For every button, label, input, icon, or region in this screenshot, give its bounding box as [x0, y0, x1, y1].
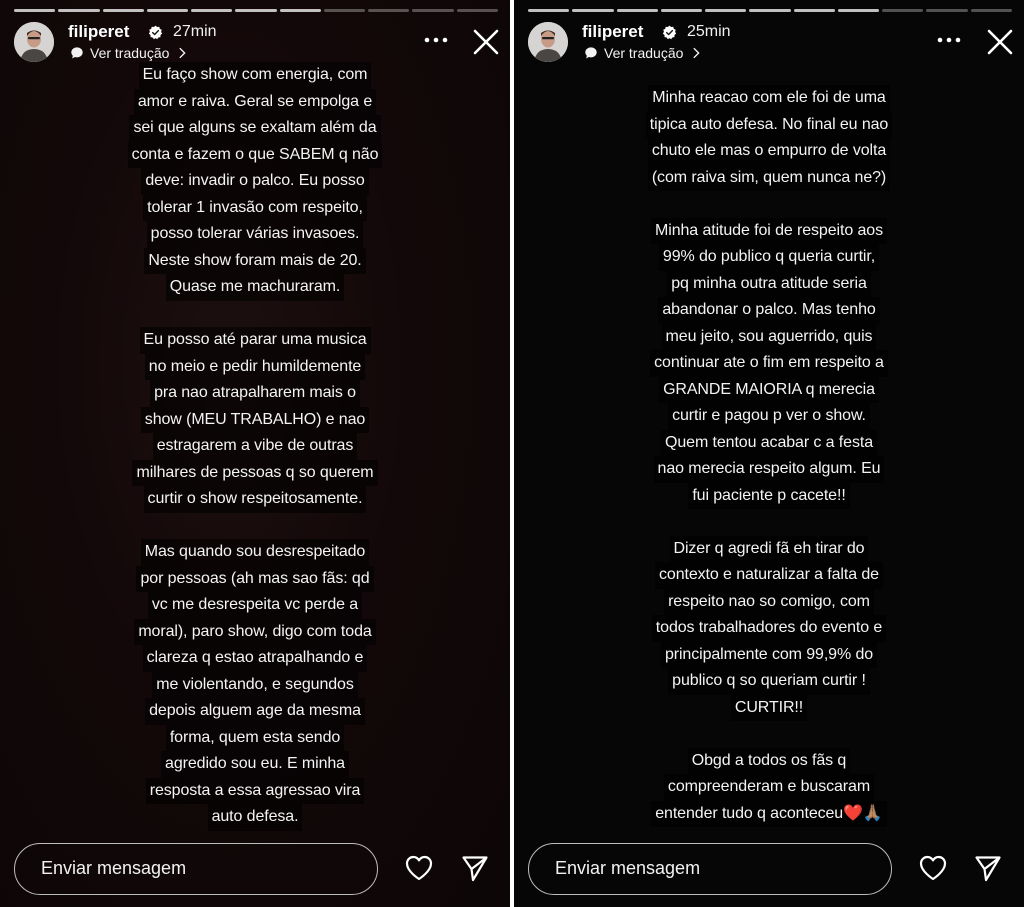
- heart-icon[interactable]: [918, 854, 948, 882]
- text-line: me violentando, e segundos: [152, 672, 358, 699]
- text-line: Neste show foram mais de 20.: [144, 248, 365, 275]
- progress-segment: [191, 9, 232, 12]
- text-line: clareza q estao atrapalhando e: [143, 645, 368, 672]
- story-paragraph: [514, 85, 1024, 191]
- text-line: Obgd a todos os fãs q: [688, 748, 850, 775]
- text-line: tolerar 1 invasão com respeito,: [143, 195, 367, 222]
- story-paragraph: [514, 748, 1024, 828]
- text-line: todos trabalhadores do evento e: [652, 615, 886, 642]
- text-line: sei que alguns se exaltam além da: [129, 115, 380, 142]
- text-line: publico q so queriam curtir !: [668, 668, 870, 695]
- avatar[interactable]: [528, 22, 568, 62]
- verified-badge-icon: [662, 25, 677, 40]
- chevron-right-icon: [689, 46, 703, 60]
- text-line: pq minha outra atitude seria: [667, 271, 871, 298]
- progress-segment: [235, 9, 276, 12]
- story-progress-bar: [528, 9, 1012, 12]
- text-line: pra nao atrapalharem mais o: [150, 380, 360, 407]
- progress-segment: [794, 9, 835, 12]
- progress-segment: [58, 9, 99, 12]
- text-line: conta e fazem o que SABEM q não: [128, 142, 383, 169]
- text-line: milhares de pessoas q so querem: [132, 460, 377, 487]
- text-line: CURTIR!!: [731, 695, 807, 722]
- progress-segment: [749, 9, 790, 12]
- text-line: amor e raiva. Geral se empolga e: [134, 89, 376, 116]
- text-line: (com raiva sim, quem nunca ne?): [648, 165, 890, 192]
- story-paragraph: [514, 218, 1024, 510]
- text-line: agredido sou eu. E minha: [161, 751, 349, 778]
- text-line: respeito nao so comigo, com: [664, 589, 874, 616]
- username[interactable]: filiperet: [68, 22, 130, 41]
- progress-segment: [14, 9, 55, 12]
- text-line: deve: invadir o palco. Eu posso: [141, 168, 368, 195]
- text-line: abandonar o palco. Mas tenho: [658, 297, 879, 324]
- text-line: Mas quando sou desrespeitado: [141, 539, 369, 566]
- progress-segment: [280, 9, 321, 12]
- story-time: 27min: [173, 23, 217, 40]
- story-paragraph: [0, 327, 510, 513]
- text-line: chuto ele mas o empurro de volta: [648, 138, 890, 165]
- text-line: posso tolerar várias invasoes.: [147, 221, 364, 248]
- translate-link[interactable]: [584, 44, 703, 62]
- more-options-icon[interactable]: [936, 30, 962, 50]
- translate-link[interactable]: [70, 44, 189, 62]
- progress-segment: [147, 9, 188, 12]
- progress-segment: [103, 9, 144, 12]
- story-progress-bar: [14, 9, 498, 12]
- story-paragraph: [0, 539, 510, 831]
- chat-bubble-icon: [70, 46, 84, 60]
- verified-badge-icon: [148, 25, 163, 40]
- text-line: principalmente com 99,9% do: [661, 642, 877, 669]
- avatar[interactable]: [14, 22, 54, 62]
- translate-label: Ver tradução: [90, 45, 170, 61]
- text-line: forma, quem esta sendo: [166, 725, 344, 752]
- text-line: estragarem a vibe de outras: [153, 433, 358, 460]
- progress-segment: [324, 9, 365, 12]
- progress-segment: [838, 9, 879, 12]
- text-line: 99% do publico q queria curtir,: [659, 244, 879, 271]
- story-panel-left[interactable]: [0, 0, 510, 907]
- text-line: por pessoas (ah mas sao fãs: qd: [136, 566, 373, 593]
- text-line: resposta a essa agressao vira: [146, 778, 365, 805]
- text-line: Minha reacao com ele foi de uma: [648, 85, 889, 112]
- text-line: no meio e pedir humildemente: [145, 354, 365, 381]
- text-line: continuar ate o fim em respeito a: [650, 350, 888, 377]
- text-line: moral), paro show, digo com toda: [134, 619, 375, 646]
- username[interactable]: filiperet: [582, 22, 644, 41]
- text-line: Quase me machuraram.: [166, 274, 345, 301]
- text-line: Minha atitude foi de respeito aos: [651, 218, 887, 245]
- text-line: curtir e pagou p ver o show.: [668, 403, 870, 430]
- progress-segment: [617, 9, 658, 12]
- progress-segment: [412, 9, 453, 12]
- story-text: [514, 85, 1024, 827]
- story-paragraph: [514, 536, 1024, 722]
- progress-segment: [528, 9, 569, 12]
- close-icon[interactable]: [986, 28, 1014, 56]
- text-line: curtir o show respeitosamente.: [144, 486, 367, 513]
- text-line: Eu faço show com energia, com: [139, 62, 372, 89]
- progress-segment: [971, 9, 1012, 12]
- story-panel-right[interactable]: [514, 0, 1024, 907]
- progress-segment: [457, 9, 498, 12]
- text-line: Eu posso até parar uma musica: [140, 327, 371, 354]
- text-line: auto defesa.: [208, 804, 303, 831]
- progress-segment: [882, 9, 923, 12]
- send-icon[interactable]: [974, 854, 1002, 882]
- send-icon[interactable]: [461, 854, 489, 882]
- text-line: meu jeito, sou aguerrido, quis: [662, 324, 877, 351]
- text-line: show (MEU TRABALHO) e nao: [141, 407, 369, 434]
- more-options-icon[interactable]: [423, 30, 449, 50]
- message-input[interactable]: Enviar mensagem: [14, 843, 378, 895]
- text-line: Quem tentou acabar c a festa: [661, 430, 877, 457]
- text-line: fui paciente p cacete!!: [688, 483, 849, 510]
- avatar-image: [14, 22, 54, 62]
- translate-label: Ver tradução: [604, 45, 684, 61]
- story-paragraph: [0, 62, 510, 301]
- progress-segment: [368, 9, 409, 12]
- progress-segment: [705, 9, 746, 12]
- story-text: [0, 62, 510, 831]
- progress-segment: [661, 9, 702, 12]
- progress-segment: [926, 9, 967, 12]
- chat-bubble-icon: [584, 46, 598, 60]
- message-input[interactable]: Enviar mensagem: [528, 843, 892, 895]
- text-line: compreenderam e buscaram: [664, 774, 874, 801]
- text-line: vc me desrespeita vc perde a: [148, 592, 362, 619]
- text-line: tipica auto defesa. No final eu nao: [646, 112, 892, 139]
- story-time: 25min: [687, 23, 731, 40]
- avatar-image: [528, 22, 568, 62]
- chevron-right-icon: [175, 46, 189, 60]
- heart-icon[interactable]: [404, 854, 434, 882]
- text-line: GRANDE MAIORIA q merecia: [659, 377, 879, 404]
- close-icon[interactable]: [472, 28, 500, 56]
- text-line: depois alguem age da mesma: [145, 698, 365, 725]
- text-line: entender tudo q aconteceu❤️🙏🏽: [651, 801, 887, 828]
- text-line: nao merecia respeito algum. Eu: [654, 456, 885, 483]
- text-line: contexto e naturalizar a falta de: [655, 562, 883, 589]
- text-line: Dizer q agredi fã eh tirar do: [670, 536, 869, 563]
- progress-segment: [572, 9, 613, 12]
